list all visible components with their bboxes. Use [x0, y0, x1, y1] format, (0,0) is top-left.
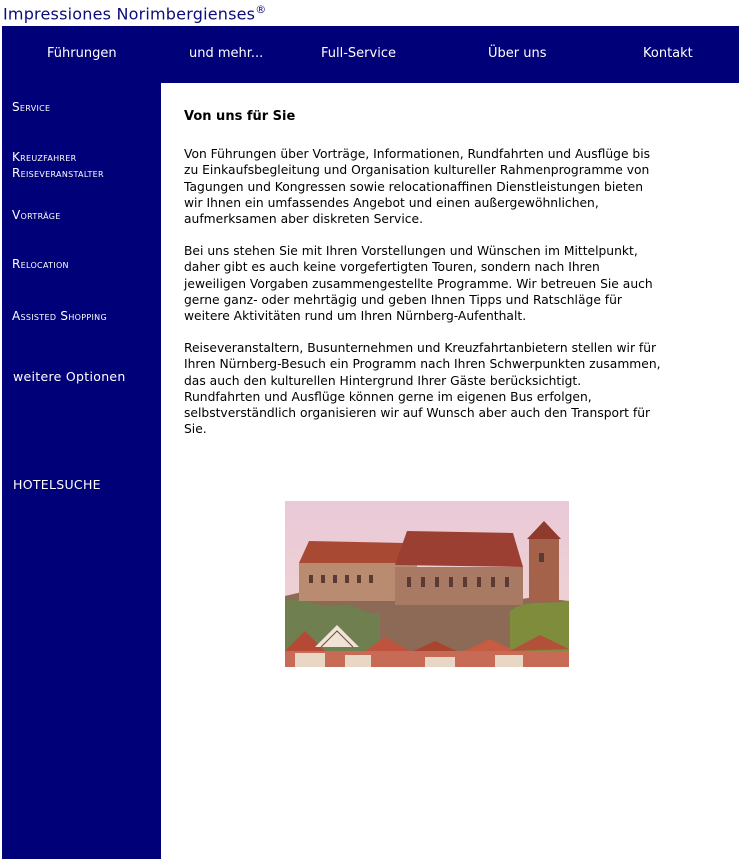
sidebar-item-service[interactable]: Service [12, 100, 51, 114]
sidebar-item-weitere-optionen[interactable]: weitere Optionen [13, 369, 126, 384]
sidebar-item-kreuzfahrer[interactable] [12, 149, 104, 181]
nav-item-full-service[interactable]: Full-Service [321, 46, 396, 61]
page-heading: Von uns für Sie [184, 109, 296, 124]
sidebar-item-vortraege[interactable]: Vorträge [12, 208, 61, 222]
sidebar-item-reiseveranstalter-label: Reiseveranstalter [12, 166, 104, 180]
tour-operators-paragraph: Reiseveranstaltern, Busunternehmen und Kreuzfahrtanbietern stellen wir für Ihren Nürnberg-Besuch ein Programm nach Ihren Schwerpunkten zusammen, das auch den kulturellen Hintergrund Ihrer Gäste berücksichtigt. [184, 341, 661, 388]
nav-item-kontakt[interactable]: Kontakt [643, 46, 693, 61]
nav-item-fuehrungen[interactable]: Führungen [47, 46, 117, 61]
nav-item-ueber-uns[interactable]: Über uns [488, 46, 547, 61]
castle-photo [285, 501, 569, 667]
sidebar-item-assisted-shopping[interactable]: Assisted Shopping [12, 309, 107, 323]
intro-paragraph: Von Führungen über Vorträge, Informationen, Rundfahrten und Ausflüge bis zu Einkaufsbegleitung und Organisation kultureller Rahmenprogramme von Tagungen und Kongressen sowie relocationaffinen Dienstleistungen bieten wir Ihnen ein umfassendes Angebot und einen außergewöhnlichen, aufmerksamen aber diskreten Service. [184, 147, 651, 227]
registered-mark: ® [255, 3, 267, 16]
main-content [184, 109, 664, 453]
site-title [3, 3, 266, 23]
sidebar-item-relocation[interactable]: Relocation [12, 257, 69, 271]
sidebar-item-kreuzfahrer-label: Kreuzfahrer [12, 150, 77, 164]
nav-item-und-mehr[interactable]: und mehr... [189, 46, 264, 61]
top-navigation [2, 26, 739, 83]
sidebar-item-hotelsuche[interactable]: HOTELSUCHE [13, 477, 101, 492]
site-title-text: Impressiones Norimbergienses [3, 4, 256, 24]
sidebar [2, 83, 161, 859]
approach-paragraph: Bei uns stehen Sie mit Ihren Vorstellungen und Wünschen im Mittelpunkt, daher gibt es auch keine vorgefertigten Touren, sondern nach Ihren jeweiligen Vorgaben zusammengestellte Programme. Wir betreuen Sie auch gerne ganz- oder mehrtägig und geben Ihnen Tipps und Ratschläge für weitere Aktivitäten rund um Ihren Nürnberg-Aufenthalt. [184, 244, 653, 324]
transport-paragraph: Rundfahrten und Ausflüge können gerne im eigenen Bus erfolgen, selbstverständlich organisieren wir auf Wunsch aber auch den Transport für Sie. [184, 389, 651, 437]
